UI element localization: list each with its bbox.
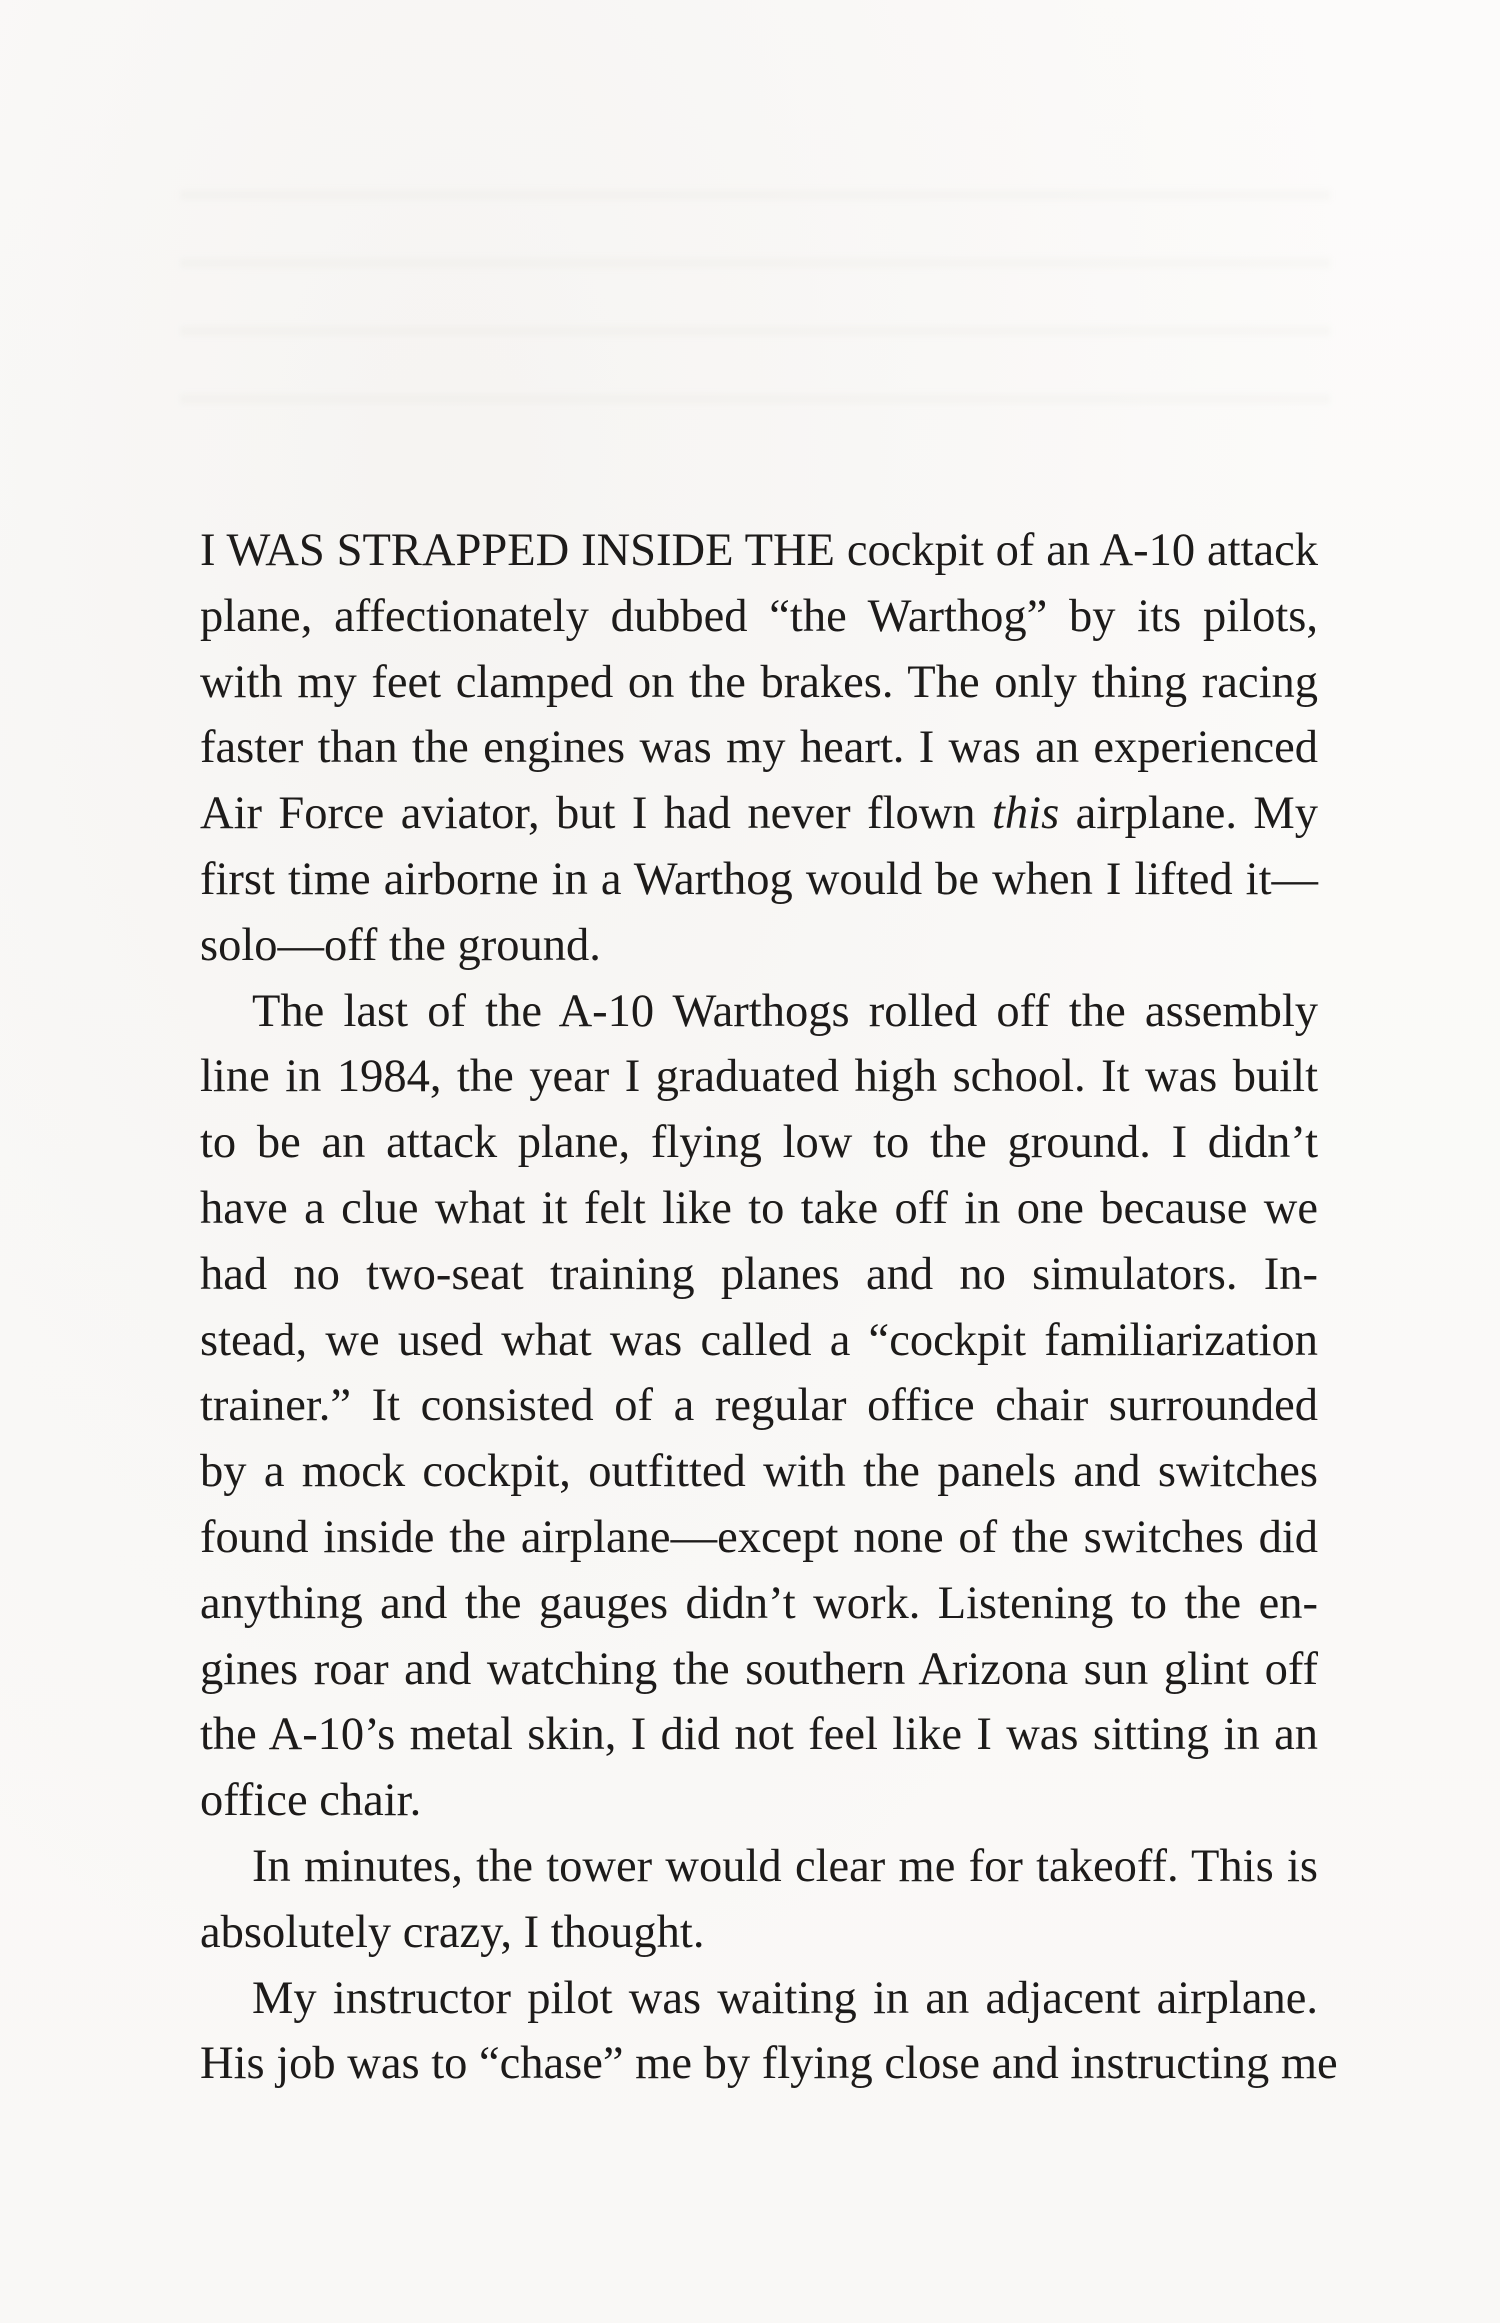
- text-line: with my feet clamped on the brakes. The only thing racing: [200, 656, 1318, 708]
- text-line: trainer.” It consisted of a regular office chair surrounded: [200, 1380, 1318, 1432]
- text-line: My instructor pilot was waiting in an adjacent airplane.: [252, 1972, 1318, 2024]
- text-line: anything and the gauges didn’t work. Listening to the en-: [200, 1577, 1318, 1629]
- bleed-through-mark: [180, 394, 1330, 404]
- paragraph: [200, 979, 1318, 1834]
- body-text: [200, 518, 1338, 2097]
- bleed-through-mark: [180, 190, 1330, 200]
- text-line: solo—off the ground.: [200, 919, 601, 971]
- text-line: first time airborne in a Warthog would be when I lifted it—: [200, 853, 1318, 905]
- text-line: line in 1984, the year I graduated high school. It was built: [200, 1051, 1318, 1103]
- bleed-through-mark: [180, 326, 1330, 336]
- text-line: [200, 781, 1318, 847]
- text-line: the A-10’s metal skin, I did not feel like I was sitting in an: [200, 1709, 1318, 1761]
- text-segment: airplane. My: [1059, 788, 1318, 840]
- text-line: absolutely crazy, I thought.: [200, 1906, 705, 1958]
- paragraph: [200, 1966, 1338, 2098]
- text-line: His job was to “chase” me by flying close and instructing me: [200, 2038, 1338, 2090]
- paragraph: [200, 518, 1318, 979]
- text-line: The last of the A-10 Warthogs rolled off the assembly: [252, 985, 1318, 1037]
- text-line: gines roar and watching the southern Arizona sun glint off: [200, 1643, 1318, 1695]
- text-line: In minutes, the tower would clear me for takeoff. This is: [252, 1840, 1318, 1892]
- paragraph: [200, 1834, 1318, 1966]
- text-line: office chair.: [200, 1775, 422, 1827]
- text-line: I WAS STRAPPED INSIDE THE cockpit of an A-10 attack: [200, 525, 1318, 576]
- text-line: by a mock cockpit, outfitted with the panels and switches: [200, 1446, 1318, 1498]
- emphasized-word: this: [991, 788, 1060, 840]
- text-line: have a clue what it felt like to take off in one because we: [200, 1182, 1318, 1234]
- text-line: had no two-seat training planes and no simulators. In-: [200, 1248, 1318, 1300]
- text-line: faster than the engines was my heart. I was an experienced: [200, 722, 1318, 774]
- text-line: plane, affectionately dubbed “the Warthog” by its pilots,: [200, 590, 1318, 642]
- text-line: to be an attack plane, flying low to the ground. I didn’t: [200, 1117, 1318, 1169]
- bleed-through-mark: [180, 258, 1330, 268]
- text-line: found inside the airplane—except none of the switches did: [200, 1511, 1318, 1563]
- text-line: stead, we used what was called a “cockpit familiarization: [200, 1314, 1318, 1366]
- text-segment: Air Force aviator, but I had never flown: [200, 788, 992, 840]
